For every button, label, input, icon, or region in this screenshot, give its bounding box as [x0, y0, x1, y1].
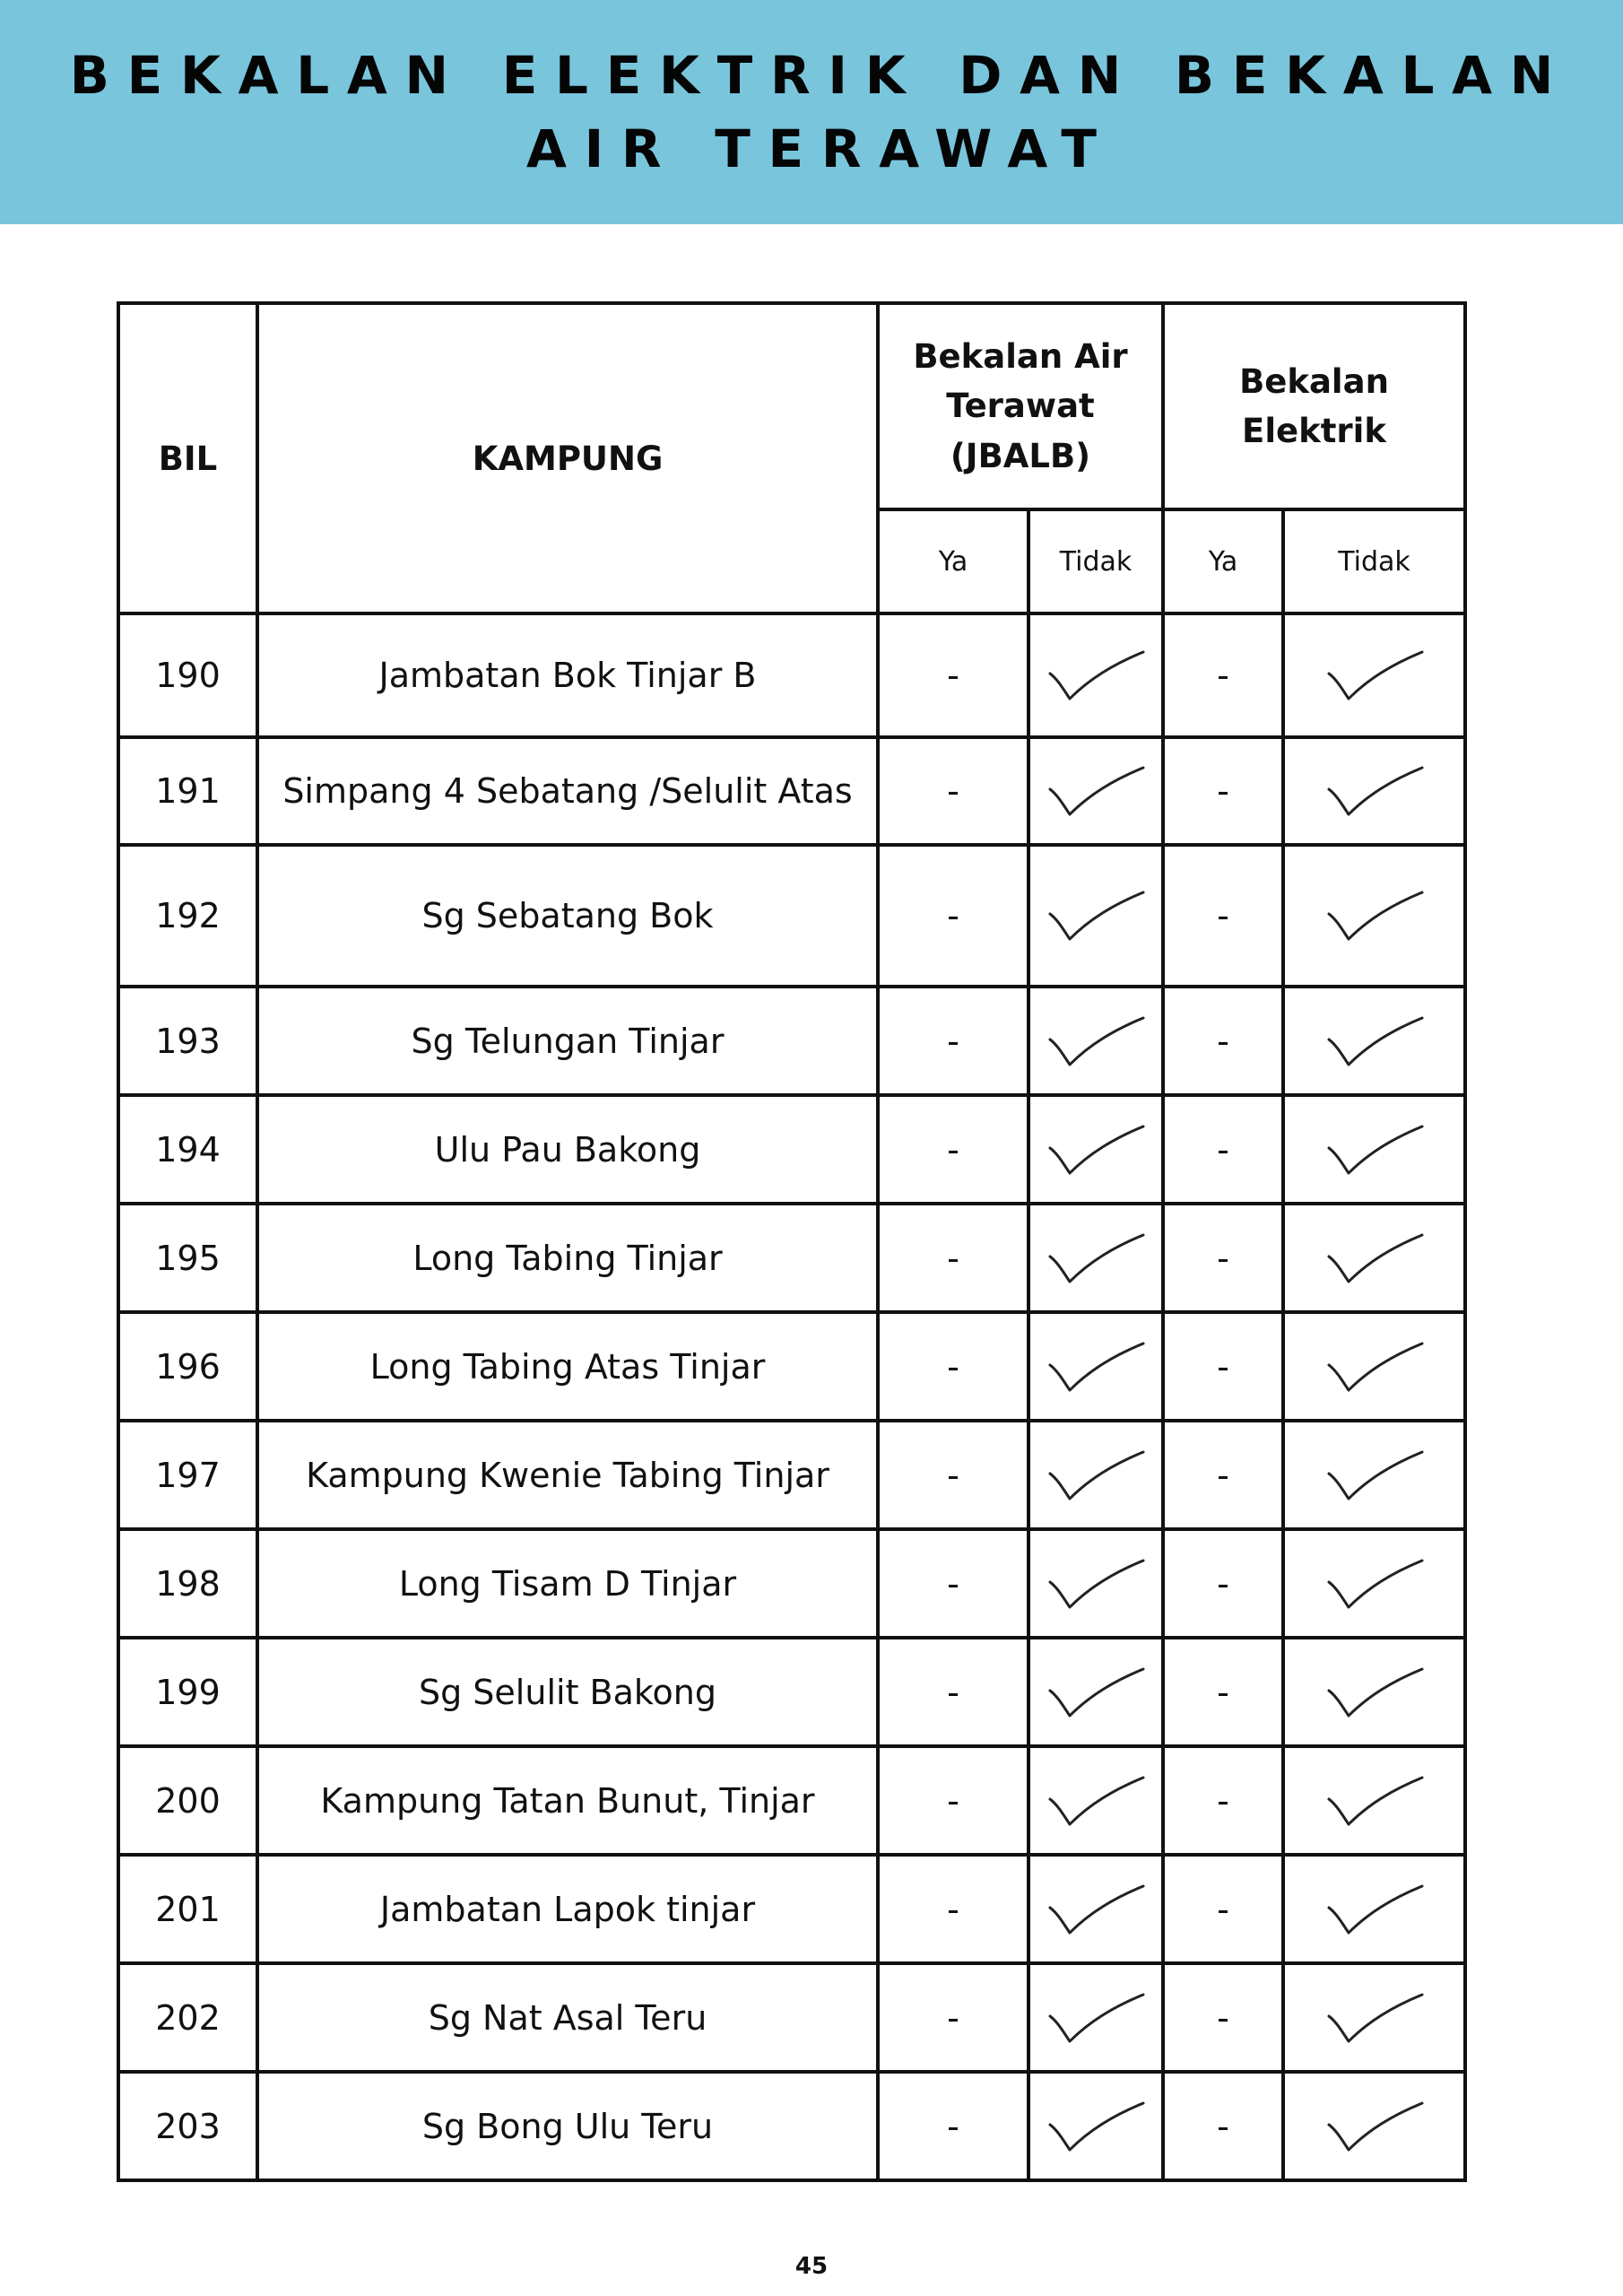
elektrik-tidak-cell — [1283, 1638, 1465, 1746]
elektrik-ya-cell: - — [1163, 1529, 1283, 1638]
air-ya-cell: - — [878, 1312, 1028, 1421]
check-icon — [1322, 1013, 1428, 1070]
table-row — [118, 1746, 1465, 1855]
air-ya-cell: - — [878, 1204, 1028, 1312]
table-row — [118, 1312, 1465, 1421]
air-ya-cell: - — [878, 1963, 1028, 2072]
elektrik-ya-cell: - — [1163, 1638, 1283, 1746]
header-elektrik: Bekalan Elektrik — [1163, 303, 1465, 509]
title-banner — [0, 0, 1623, 224]
elektrik-ya-cell: - — [1163, 613, 1283, 737]
kampung-cell: Jambatan Lapok tinjar — [257, 1855, 878, 1963]
elektrik-tidak-cell — [1283, 1095, 1465, 1204]
elektrik-ya-cell: - — [1163, 987, 1283, 1095]
elektrik-tidak-cell — [1283, 737, 1465, 845]
kampung-cell: Sg Selulit Bakong — [257, 1638, 878, 1746]
air-ya-cell: - — [878, 1638, 1028, 1746]
check-icon — [1043, 1447, 1149, 1504]
kampung-cell: Kampung Tatan Bunut, Tinjar — [257, 1746, 878, 1855]
header-kampung: KAMPUNG — [257, 303, 878, 613]
elektrik-ya-cell: - — [1163, 1746, 1283, 1855]
elektrik-ya-cell: - — [1163, 1421, 1283, 1529]
kampung-cell: Long Tabing Atas Tinjar — [257, 1312, 878, 1421]
table-row — [118, 1421, 1465, 1529]
check-icon — [1043, 762, 1149, 820]
air-tidak-cell — [1028, 1746, 1163, 1855]
header-elektrik-tidak: Tidak — [1283, 509, 1465, 613]
kampung-cell: Jambatan Bok Tinjar B — [257, 613, 878, 737]
table-row — [118, 1963, 1465, 2072]
bil-cell: 195 — [118, 1204, 257, 1312]
table-row — [118, 2072, 1465, 2180]
check-icon — [1322, 1338, 1428, 1396]
table-row — [118, 613, 1465, 737]
air-ya-cell: - — [878, 1746, 1028, 1855]
elektrik-tidak-cell — [1283, 1746, 1465, 1855]
air-ya-cell: - — [878, 2072, 1028, 2180]
air-tidak-cell — [1028, 1204, 1163, 1312]
table-row — [118, 1855, 1465, 1963]
bil-cell: 194 — [118, 1095, 257, 1204]
elektrik-ya-cell: - — [1163, 737, 1283, 845]
check-icon — [1322, 1772, 1428, 1830]
check-icon — [1043, 1121, 1149, 1178]
check-icon — [1043, 887, 1149, 944]
table-row — [118, 1095, 1465, 1204]
header-elektrik-ya: Ya — [1163, 509, 1283, 613]
elektrik-ya-cell: - — [1163, 1963, 1283, 2072]
elektrik-tidak-cell — [1283, 1963, 1465, 2072]
air-tidak-cell — [1028, 737, 1163, 845]
bil-cell: 201 — [118, 1855, 257, 1963]
elektrik-tidak-cell — [1283, 1204, 1465, 1312]
elektrik-tidak-cell — [1283, 1421, 1465, 1529]
check-icon — [1043, 647, 1149, 704]
check-icon — [1322, 1881, 1428, 1938]
kampung-cell: Kampung Kwenie Tabing Tinjar — [257, 1421, 878, 1529]
elektrik-tidak-cell — [1283, 987, 1465, 1095]
air-tidak-cell — [1028, 1638, 1163, 1746]
check-icon — [1322, 1989, 1428, 2047]
bil-cell: 196 — [118, 1312, 257, 1421]
check-icon — [1322, 1121, 1428, 1178]
elektrik-ya-cell: - — [1163, 1204, 1283, 1312]
elektrik-tidak-cell — [1283, 1855, 1465, 1963]
table-row — [118, 845, 1465, 987]
table-body — [118, 613, 1465, 2180]
check-icon — [1322, 2098, 1428, 2155]
elektrik-ya-cell: - — [1163, 1312, 1283, 1421]
check-icon — [1322, 1230, 1428, 1287]
check-icon — [1043, 1230, 1149, 1287]
page-number: 45 — [794, 2253, 829, 2280]
air-tidak-cell — [1028, 987, 1163, 1095]
check-icon — [1043, 1664, 1149, 1721]
check-icon — [1043, 1772, 1149, 1830]
air-ya-cell: - — [878, 1421, 1028, 1529]
bil-cell: 202 — [118, 1963, 257, 2072]
check-icon — [1043, 1013, 1149, 1070]
elektrik-tidak-cell — [1283, 613, 1465, 737]
check-icon — [1322, 1447, 1428, 1504]
air-tidak-cell — [1028, 1312, 1163, 1421]
table-row — [118, 987, 1465, 1095]
check-icon — [1322, 647, 1428, 704]
kampung-cell: Ulu Pau Bakong — [257, 1095, 878, 1204]
check-icon — [1322, 762, 1428, 820]
air-tidak-cell — [1028, 1421, 1163, 1529]
header-air-terawat: Bekalan Air Terawat (JBALB) — [878, 303, 1163, 509]
page-title: BEKALAN ELEKTRIK DAN BEKALAN AIR TERAWAT — [69, 45, 1571, 179]
air-ya-cell: - — [878, 613, 1028, 737]
kampung-cell: Sg Telungan Tinjar — [257, 987, 878, 1095]
check-icon — [1322, 1555, 1428, 1613]
table-row — [118, 1638, 1465, 1746]
bil-cell: 192 — [118, 845, 257, 987]
kampung-cell: Long Tabing Tinjar — [257, 1204, 878, 1312]
air-tidak-cell — [1028, 1529, 1163, 1638]
header-air-tidak: Tidak — [1028, 509, 1163, 613]
table-row — [118, 1529, 1465, 1638]
check-icon — [1322, 1664, 1428, 1721]
check-icon — [1043, 1338, 1149, 1396]
village-utility-table — [117, 301, 1467, 2182]
bil-cell: 197 — [118, 1421, 257, 1529]
air-ya-cell: - — [878, 987, 1028, 1095]
kampung-cell: Long Tisam D Tinjar — [257, 1529, 878, 1638]
kampung-cell: Simpang 4 Sebatang /Selulit Atas — [257, 737, 878, 845]
air-tidak-cell — [1028, 1963, 1163, 2072]
air-ya-cell: - — [878, 737, 1028, 845]
header-air-ya: Ya — [878, 509, 1028, 613]
elektrik-ya-cell: - — [1163, 1855, 1283, 1963]
check-icon — [1043, 1989, 1149, 2047]
air-tidak-cell — [1028, 845, 1163, 987]
header-bil: BIL — [118, 303, 257, 613]
check-icon — [1322, 887, 1428, 944]
air-ya-cell: - — [878, 1855, 1028, 1963]
kampung-cell: Sg Bong Ulu Teru — [257, 2072, 878, 2180]
bil-cell: 193 — [118, 987, 257, 1095]
air-ya-cell: - — [878, 1529, 1028, 1638]
bil-cell: 199 — [118, 1638, 257, 1746]
kampung-cell: Sg Sebatang Bok — [257, 845, 878, 987]
bil-cell: 190 — [118, 613, 257, 737]
elektrik-ya-cell: - — [1163, 1095, 1283, 1204]
elektrik-ya-cell: - — [1163, 845, 1283, 987]
bil-cell: 191 — [118, 737, 257, 845]
bil-cell: 203 — [118, 2072, 257, 2180]
table-row — [118, 1204, 1465, 1312]
air-ya-cell: - — [878, 845, 1028, 987]
check-icon — [1043, 1555, 1149, 1613]
elektrik-tidak-cell — [1283, 1312, 1465, 1421]
air-ya-cell: - — [878, 1095, 1028, 1204]
air-tidak-cell — [1028, 613, 1163, 737]
elektrik-ya-cell: - — [1163, 2072, 1283, 2180]
elektrik-tidak-cell — [1283, 845, 1465, 987]
air-tidak-cell — [1028, 2072, 1163, 2180]
table-row — [118, 737, 1465, 845]
bil-cell: 198 — [118, 1529, 257, 1638]
elektrik-tidak-cell — [1283, 2072, 1465, 2180]
air-tidak-cell — [1028, 1095, 1163, 1204]
kampung-cell: Sg Nat Asal Teru — [257, 1963, 878, 2072]
check-icon — [1043, 2098, 1149, 2155]
check-icon — [1043, 1881, 1149, 1938]
elektrik-tidak-cell — [1283, 1529, 1465, 1638]
bil-cell: 200 — [118, 1746, 257, 1855]
air-tidak-cell — [1028, 1855, 1163, 1963]
